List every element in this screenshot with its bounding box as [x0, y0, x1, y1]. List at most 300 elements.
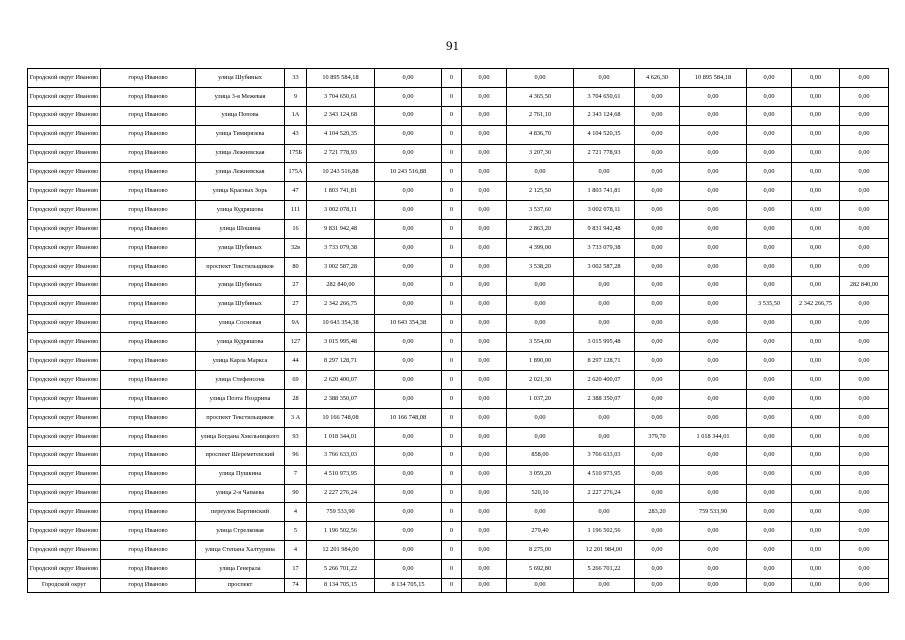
cell-house-number: 33 [285, 69, 307, 88]
cell-cost-col-10: 9 831 942,48 [574, 220, 635, 239]
cell-cost-col-6: 0,00 [375, 201, 442, 220]
cell-area-col-11: 0,00 [635, 125, 680, 144]
cell-settlement: город Иваново [101, 220, 196, 239]
cell-total-cost: 1 196 502,56 [307, 522, 375, 541]
cell-area-col-13: 0,00 [747, 409, 792, 428]
cell-house-number: 9 [285, 87, 307, 106]
cell-cost-col-8: 0,00 [462, 106, 507, 125]
cell-cost-col-8: 0,00 [462, 541, 507, 560]
cell-settlement: город Иваново [101, 371, 196, 390]
cell-house-number: 27 [285, 276, 307, 295]
cell-total-cost: 3 002 078,11 [307, 201, 375, 220]
cell-cost-col-6: 0,00 [375, 257, 442, 276]
cell-area-col-11: 0,00 [635, 465, 680, 484]
cell-area-col-13: 0,00 [747, 352, 792, 371]
cell-cost-col-10: 0,00 [574, 69, 635, 88]
cell-area-col-9: 520,10 [507, 484, 574, 503]
cell-area-col-13: 0,00 [747, 484, 792, 503]
cell-settlement: город Иваново [101, 465, 196, 484]
cell-area-col-13: 3 535,50 [747, 295, 792, 314]
cell-cost-col-8: 0,00 [462, 446, 507, 465]
cell-total-cost: 3 704 650,61 [307, 87, 375, 106]
cell-cost-col-12: 0,00 [680, 484, 747, 503]
cell-area-col-11: 0,00 [635, 106, 680, 125]
cell-municipality: Городской округ Иваново [28, 522, 101, 541]
cell-count-col-7: 0 [442, 390, 462, 409]
cell-cost-col-15: 0,00 [840, 352, 889, 371]
cell-area-col-11: 0,00 [635, 220, 680, 239]
table-row [28, 87, 889, 106]
cell-cost-col-12: 0,00 [680, 409, 747, 428]
cell-area-col-13: 0,00 [747, 201, 792, 220]
table-row [28, 465, 889, 484]
cell-area-col-11: 0,00 [635, 541, 680, 560]
cell-cost-col-6: 10 166 748,08 [375, 409, 442, 428]
cell-cost-col-14: 0,00 [792, 314, 840, 333]
cell-street: улица Стрелковая [196, 522, 285, 541]
cell-total-cost: 2 343 124,68 [307, 106, 375, 125]
table-row [28, 522, 889, 541]
cell-total-cost: 3 733 079,38 [307, 239, 375, 258]
cell-area-col-11: 0,00 [635, 257, 680, 276]
cell-cost-col-15: 0,00 [840, 220, 889, 239]
cell-area-col-9: 3 554,00 [507, 333, 574, 352]
cell-cost-col-14: 0,00 [792, 87, 840, 106]
table-row [28, 182, 889, 201]
cell-cost-col-6: 0,00 [375, 503, 442, 522]
cell-settlement: город Иваново [101, 522, 196, 541]
cell-area-col-13: 0,00 [747, 390, 792, 409]
cell-municipality: Городской округ Иваново [28, 257, 101, 276]
cell-street: улица Лежневская [196, 144, 285, 163]
cell-area-col-9: 0,00 [507, 276, 574, 295]
cell-total-cost: 2 620 400,07 [307, 371, 375, 390]
cell-cost-col-6: 0,00 [375, 427, 442, 446]
cell-settlement: город Иваново [101, 201, 196, 220]
table-row [28, 333, 889, 352]
cell-cost-col-14: 0,00 [792, 409, 840, 428]
cell-settlement: город Иваново [101, 295, 196, 314]
cell-cost-col-15: 0,00 [840, 106, 889, 125]
cell-cost-col-6: 0,00 [375, 522, 442, 541]
cell-total-cost: 4 510 973,95 [307, 465, 375, 484]
cell-street: проспект [196, 579, 285, 593]
cell-cost-col-12: 0,00 [680, 201, 747, 220]
cell-cost-col-8: 0,00 [462, 144, 507, 163]
cell-cost-col-12: 0,00 [680, 579, 747, 593]
cell-total-cost: 4 104 520,35 [307, 125, 375, 144]
cell-cost-col-8: 0,00 [462, 503, 507, 522]
cell-area-col-9: 8 275,00 [507, 541, 574, 560]
cell-street: улица Шубиных [196, 295, 285, 314]
cell-area-col-13: 0,00 [747, 522, 792, 541]
cell-total-cost: 10 895 584,18 [307, 69, 375, 88]
cell-cost-col-15: 0,00 [840, 295, 889, 314]
cell-total-cost: 282 840,00 [307, 276, 375, 295]
cell-area-col-9: 5 692,80 [507, 560, 574, 579]
cell-total-cost: 3 002 587,28 [307, 257, 375, 276]
cell-house-number: 43 [285, 125, 307, 144]
cell-cost-col-10: 1 196 502,56 [574, 522, 635, 541]
table-row [28, 201, 889, 220]
cell-cost-col-15: 0,00 [840, 69, 889, 88]
cell-house-number: 90 [285, 484, 307, 503]
cell-area-col-9: 858,00 [507, 446, 574, 465]
cell-area-col-13: 0,00 [747, 560, 792, 579]
table-row [28, 484, 889, 503]
cell-cost-col-6: 0,00 [375, 390, 442, 409]
cell-area-col-13: 0,00 [747, 87, 792, 106]
cell-cost-col-8: 0,00 [462, 390, 507, 409]
cell-municipality: Городской округ Иваново [28, 352, 101, 371]
cell-settlement: город Иваново [101, 560, 196, 579]
cell-cost-col-10: 3 002 587,28 [574, 257, 635, 276]
cell-area-col-9: 0,00 [507, 163, 574, 182]
cell-cost-col-8: 0,00 [462, 276, 507, 295]
cell-cost-col-14: 2 342 266,75 [792, 295, 840, 314]
cell-area-col-13: 0,00 [747, 163, 792, 182]
cell-cost-col-14: 0,00 [792, 560, 840, 579]
cell-cost-col-8: 0,00 [462, 352, 507, 371]
cell-street: улица Карла Маркса [196, 352, 285, 371]
cell-area-col-13: 0,00 [747, 503, 792, 522]
cell-cost-col-10: 2 227 276,24 [574, 484, 635, 503]
cell-cost-col-10: 0,00 [574, 295, 635, 314]
cell-area-col-9: 0,00 [507, 69, 574, 88]
cell-house-number: 16 [285, 220, 307, 239]
cell-area-col-9: 1 037,20 [507, 390, 574, 409]
cell-cost-col-8: 0,00 [462, 295, 507, 314]
table-row [28, 239, 889, 258]
cell-area-col-9: 4 836,70 [507, 125, 574, 144]
cell-count-col-7: 0 [442, 125, 462, 144]
cell-settlement: город Иваново [101, 333, 196, 352]
cell-count-col-7: 0 [442, 427, 462, 446]
cell-cost-col-12: 0,00 [680, 333, 747, 352]
cell-count-col-7: 0 [442, 144, 462, 163]
cell-area-col-13: 0,00 [747, 541, 792, 560]
table-row [28, 125, 889, 144]
cell-cost-col-8: 0,00 [462, 182, 507, 201]
cell-area-col-9: 2 125,50 [507, 182, 574, 201]
cell-area-col-11: 0,00 [635, 144, 680, 163]
cell-cost-col-15: 0,00 [840, 371, 889, 390]
cell-total-cost: 3 015 995,48 [307, 333, 375, 352]
cell-municipality: Городской округ Иваново [28, 409, 101, 428]
cell-area-col-11: 0,00 [635, 333, 680, 352]
cell-cost-col-6: 0,00 [375, 484, 442, 503]
cell-settlement: город Иваново [101, 352, 196, 371]
cell-cost-col-10: 0,00 [574, 427, 635, 446]
cell-cost-col-6: 0,00 [375, 69, 442, 88]
cell-cost-col-14: 0,00 [792, 106, 840, 125]
cell-cost-col-8: 0,00 [462, 239, 507, 258]
table-row [28, 220, 889, 239]
cell-cost-col-8: 0,00 [462, 409, 507, 428]
cell-cost-col-6: 0,00 [375, 125, 442, 144]
cell-house-number: 32в [285, 239, 307, 258]
cell-street: улица Генерала [196, 560, 285, 579]
table-row [28, 409, 889, 428]
cell-cost-col-6: 0,00 [375, 295, 442, 314]
cell-cost-col-12: 0,00 [680, 220, 747, 239]
cell-cost-col-14: 0,00 [792, 503, 840, 522]
cell-cost-col-15: 0,00 [840, 541, 889, 560]
cell-cost-col-12: 0,00 [680, 106, 747, 125]
cell-street: улица Лежневская [196, 163, 285, 182]
cell-cost-col-6: 0,00 [375, 87, 442, 106]
cell-cost-col-15: 0,00 [840, 484, 889, 503]
cell-cost-col-14: 0,00 [792, 144, 840, 163]
cell-cost-col-15: 0,00 [840, 182, 889, 201]
cell-cost-col-12: 0,00 [680, 239, 747, 258]
cell-municipality: Городской округ Иваново [28, 106, 101, 125]
cell-cost-col-10: 4 510 973,95 [574, 465, 635, 484]
cell-cost-col-14: 0,00 [792, 201, 840, 220]
cell-house-number: 175Б [285, 144, 307, 163]
cell-cost-col-8: 0,00 [462, 257, 507, 276]
cell-house-number: 74 [285, 579, 307, 593]
cell-settlement: город Иваново [101, 390, 196, 409]
cell-total-cost: 8 134 705,15 [307, 579, 375, 593]
cell-cost-col-12: 0,00 [680, 446, 747, 465]
cell-cost-col-6: 0,00 [375, 333, 442, 352]
cell-area-col-11: 283,20 [635, 503, 680, 522]
cell-count-col-7: 0 [442, 182, 462, 201]
cell-cost-col-10: 1 803 741,81 [574, 182, 635, 201]
table-row [28, 276, 889, 295]
cell-street: улица Шубиных [196, 276, 285, 295]
cell-count-col-7: 0 [442, 465, 462, 484]
cell-cost-col-12: 0,00 [680, 144, 747, 163]
cell-street: улица Степана Халтурина [196, 541, 285, 560]
cell-cost-col-14: 0,00 [792, 125, 840, 144]
cell-cost-col-12: 0,00 [680, 257, 747, 276]
cell-count-col-7: 0 [442, 163, 462, 182]
cell-cost-col-8: 0,00 [462, 69, 507, 88]
cell-area-col-9: 0,00 [507, 314, 574, 333]
cell-house-number: 80 [285, 257, 307, 276]
cell-area-col-11: 4 626,30 [635, 69, 680, 88]
cell-cost-col-10: 12 201 984,00 [574, 541, 635, 560]
cell-total-cost: 3 766 633,03 [307, 446, 375, 465]
cell-total-cost: 9 831 942,48 [307, 220, 375, 239]
cell-count-col-7: 0 [442, 201, 462, 220]
cell-cost-col-12: 0,00 [680, 560, 747, 579]
cell-cost-col-12: 0,00 [680, 182, 747, 201]
cell-area-col-9: 2 021,30 [507, 371, 574, 390]
cell-house-number: 1А [285, 106, 307, 125]
cell-area-col-9: 4 399,00 [507, 239, 574, 258]
cell-house-number: 3 А [285, 409, 307, 428]
cell-municipality: Городской округ Иваново [28, 371, 101, 390]
cell-municipality: Городской округ Иваново [28, 295, 101, 314]
cell-house-number: 7 [285, 465, 307, 484]
cell-cost-col-14: 0,00 [792, 352, 840, 371]
cell-cost-col-10: 0,00 [574, 409, 635, 428]
cell-cost-col-10: 2 388 350,07 [574, 390, 635, 409]
cell-street: улица Кудряшова [196, 201, 285, 220]
cell-cost-col-12: 0,00 [680, 465, 747, 484]
cell-cost-col-15: 0,00 [840, 87, 889, 106]
cell-cost-col-6: 0,00 [375, 352, 442, 371]
cell-settlement: город Иваново [101, 163, 196, 182]
cell-cost-col-10: 2 620 400,07 [574, 371, 635, 390]
cell-street: улица Пушкина [196, 465, 285, 484]
cell-total-cost: 2 227 276,24 [307, 484, 375, 503]
cell-count-col-7: 0 [442, 257, 462, 276]
cell-area-col-13: 0,00 [747, 465, 792, 484]
cell-area-col-9: 3 059,20 [507, 465, 574, 484]
cell-area-col-13: 0,00 [747, 69, 792, 88]
cell-cost-col-14: 0,00 [792, 427, 840, 446]
cell-cost-col-12: 0,00 [680, 522, 747, 541]
cell-cost-col-12: 0,00 [680, 125, 747, 144]
cell-cost-col-15: 0,00 [840, 522, 889, 541]
cell-cost-col-8: 0,00 [462, 579, 507, 593]
cell-cost-col-10: 0,00 [574, 276, 635, 295]
cell-house-number: 175А [285, 163, 307, 182]
cell-cost-col-14: 0,00 [792, 69, 840, 88]
cell-settlement: город Иваново [101, 579, 196, 593]
cell-street: улица Сосновая [196, 314, 285, 333]
table-row [28, 371, 889, 390]
cell-area-col-9: 279,40 [507, 522, 574, 541]
cell-municipality: Городской округ Иваново [28, 239, 101, 258]
cell-street: улица 2-я Чапаева [196, 484, 285, 503]
cell-area-col-9: 2 761,10 [507, 106, 574, 125]
cell-settlement: город Иваново [101, 427, 196, 446]
cell-municipality: Городской округ Иваново [28, 465, 101, 484]
cell-area-col-13: 0,00 [747, 446, 792, 465]
cell-count-col-7: 0 [442, 106, 462, 125]
cell-count-col-7: 0 [442, 295, 462, 314]
cell-cost-col-8: 0,00 [462, 484, 507, 503]
cell-cost-col-6: 8 134 705,15 [375, 579, 442, 593]
cell-count-col-7: 0 [442, 333, 462, 352]
cell-cost-col-8: 0,00 [462, 560, 507, 579]
cell-area-col-13: 0,00 [747, 182, 792, 201]
cell-area-col-11: 0,00 [635, 579, 680, 593]
cell-area-col-13: 0,00 [747, 106, 792, 125]
cell-cost-col-12: 10 895 584,18 [680, 69, 747, 88]
cell-count-col-7: 0 [442, 239, 462, 258]
cell-cost-col-12: 0,00 [680, 314, 747, 333]
cell-area-col-11: 0,00 [635, 87, 680, 106]
cell-cost-col-10: 0,00 [574, 163, 635, 182]
cell-municipality: Городской округ Иваново [28, 201, 101, 220]
cell-cost-col-10: 3 002 078,11 [574, 201, 635, 220]
cell-cost-col-15: 0,00 [840, 427, 889, 446]
cell-cost-col-12: 759 533,90 [680, 503, 747, 522]
cell-cost-col-15: 0,00 [840, 390, 889, 409]
cell-house-number: 4 [285, 503, 307, 522]
cell-area-col-13: 0,00 [747, 371, 792, 390]
cell-settlement: город Иваново [101, 106, 196, 125]
cell-municipality: Городской округ Иваново [28, 314, 101, 333]
cell-cost-col-10: 2 343 124,68 [574, 106, 635, 125]
cell-count-col-7: 0 [442, 446, 462, 465]
cell-total-cost: 2 388 350,07 [307, 390, 375, 409]
cell-cost-col-15: 0,00 [840, 333, 889, 352]
cell-area-col-11: 0,00 [635, 371, 680, 390]
cell-street: улица Шубиных [196, 69, 285, 88]
cell-cost-col-12: 0,00 [680, 371, 747, 390]
cell-cost-col-10: 4 104 520,35 [574, 125, 635, 144]
cell-cost-col-14: 0,00 [792, 276, 840, 295]
cell-street: улица Поэта Ноздрина [196, 390, 285, 409]
cell-cost-col-15: 0,00 [840, 257, 889, 276]
cell-cost-col-8: 0,00 [462, 87, 507, 106]
cell-settlement: город Иваново [101, 239, 196, 258]
cell-cost-col-12: 0,00 [680, 163, 747, 182]
cell-cost-col-12: 0,00 [680, 352, 747, 371]
cell-cost-col-14: 0,00 [792, 182, 840, 201]
cell-municipality: Городской округ Иваново [28, 87, 101, 106]
cell-cost-col-14: 0,00 [792, 220, 840, 239]
cell-street: проспект Текстильщиков [196, 257, 285, 276]
cell-settlement: город Иваново [101, 87, 196, 106]
cell-municipality: Городской округ Иваново [28, 125, 101, 144]
table-row [28, 163, 889, 182]
cell-house-number: 17 [285, 560, 307, 579]
cell-house-number: 96 [285, 446, 307, 465]
cell-count-col-7: 0 [442, 541, 462, 560]
cell-municipality: Городской округ Иваново [28, 144, 101, 163]
cell-cost-col-10: 0,00 [574, 579, 635, 593]
cell-total-cost: 2 342 266,75 [307, 295, 375, 314]
cell-settlement: город Иваново [101, 276, 196, 295]
cell-cost-col-12: 0,00 [680, 87, 747, 106]
cell-area-col-11: 0,00 [635, 295, 680, 314]
cell-cost-col-14: 0,00 [792, 465, 840, 484]
cell-area-col-9: 0,00 [507, 295, 574, 314]
table-row [28, 503, 889, 522]
cell-cost-col-6: 0,00 [375, 144, 442, 163]
cell-cost-col-10: 0,00 [574, 503, 635, 522]
cell-cost-col-14: 0,00 [792, 522, 840, 541]
cell-cost-col-14: 0,00 [792, 257, 840, 276]
table-row [28, 446, 889, 465]
cell-count-col-7: 0 [442, 409, 462, 428]
cell-cost-col-8: 0,00 [462, 125, 507, 144]
cell-municipality: Городской округ Иваново [28, 541, 101, 560]
cell-cost-col-15: 0,00 [840, 446, 889, 465]
cell-street: улица Кудряшова [196, 333, 285, 352]
cell-area-col-13: 0,00 [747, 239, 792, 258]
cell-street: улица Попова [196, 106, 285, 125]
cell-cost-col-8: 0,00 [462, 522, 507, 541]
cell-area-col-9: 1 890,00 [507, 352, 574, 371]
cell-cost-col-8: 0,00 [462, 201, 507, 220]
cell-area-col-11: 0,00 [635, 163, 680, 182]
cell-settlement: город Иваново [101, 182, 196, 201]
cell-cost-col-6: 0,00 [375, 239, 442, 258]
cell-area-col-9: 0,00 [507, 503, 574, 522]
table-row [28, 541, 889, 560]
cell-area-col-11: 0,00 [635, 390, 680, 409]
cell-house-number: 5 [285, 522, 307, 541]
cell-street: улица Богдана Хмельницкого [196, 427, 285, 446]
cell-cost-col-15: 0,00 [840, 125, 889, 144]
cell-count-col-7: 0 [442, 276, 462, 295]
cell-municipality: Городской округ Иваново [28, 560, 101, 579]
cell-count-col-7: 0 [442, 314, 462, 333]
cell-cost-col-10: 3 766 633,03 [574, 446, 635, 465]
cell-cost-col-6: 0,00 [375, 446, 442, 465]
cell-area-col-9: 2 863,20 [507, 220, 574, 239]
cell-municipality: Городской округ Иваново [28, 69, 101, 88]
